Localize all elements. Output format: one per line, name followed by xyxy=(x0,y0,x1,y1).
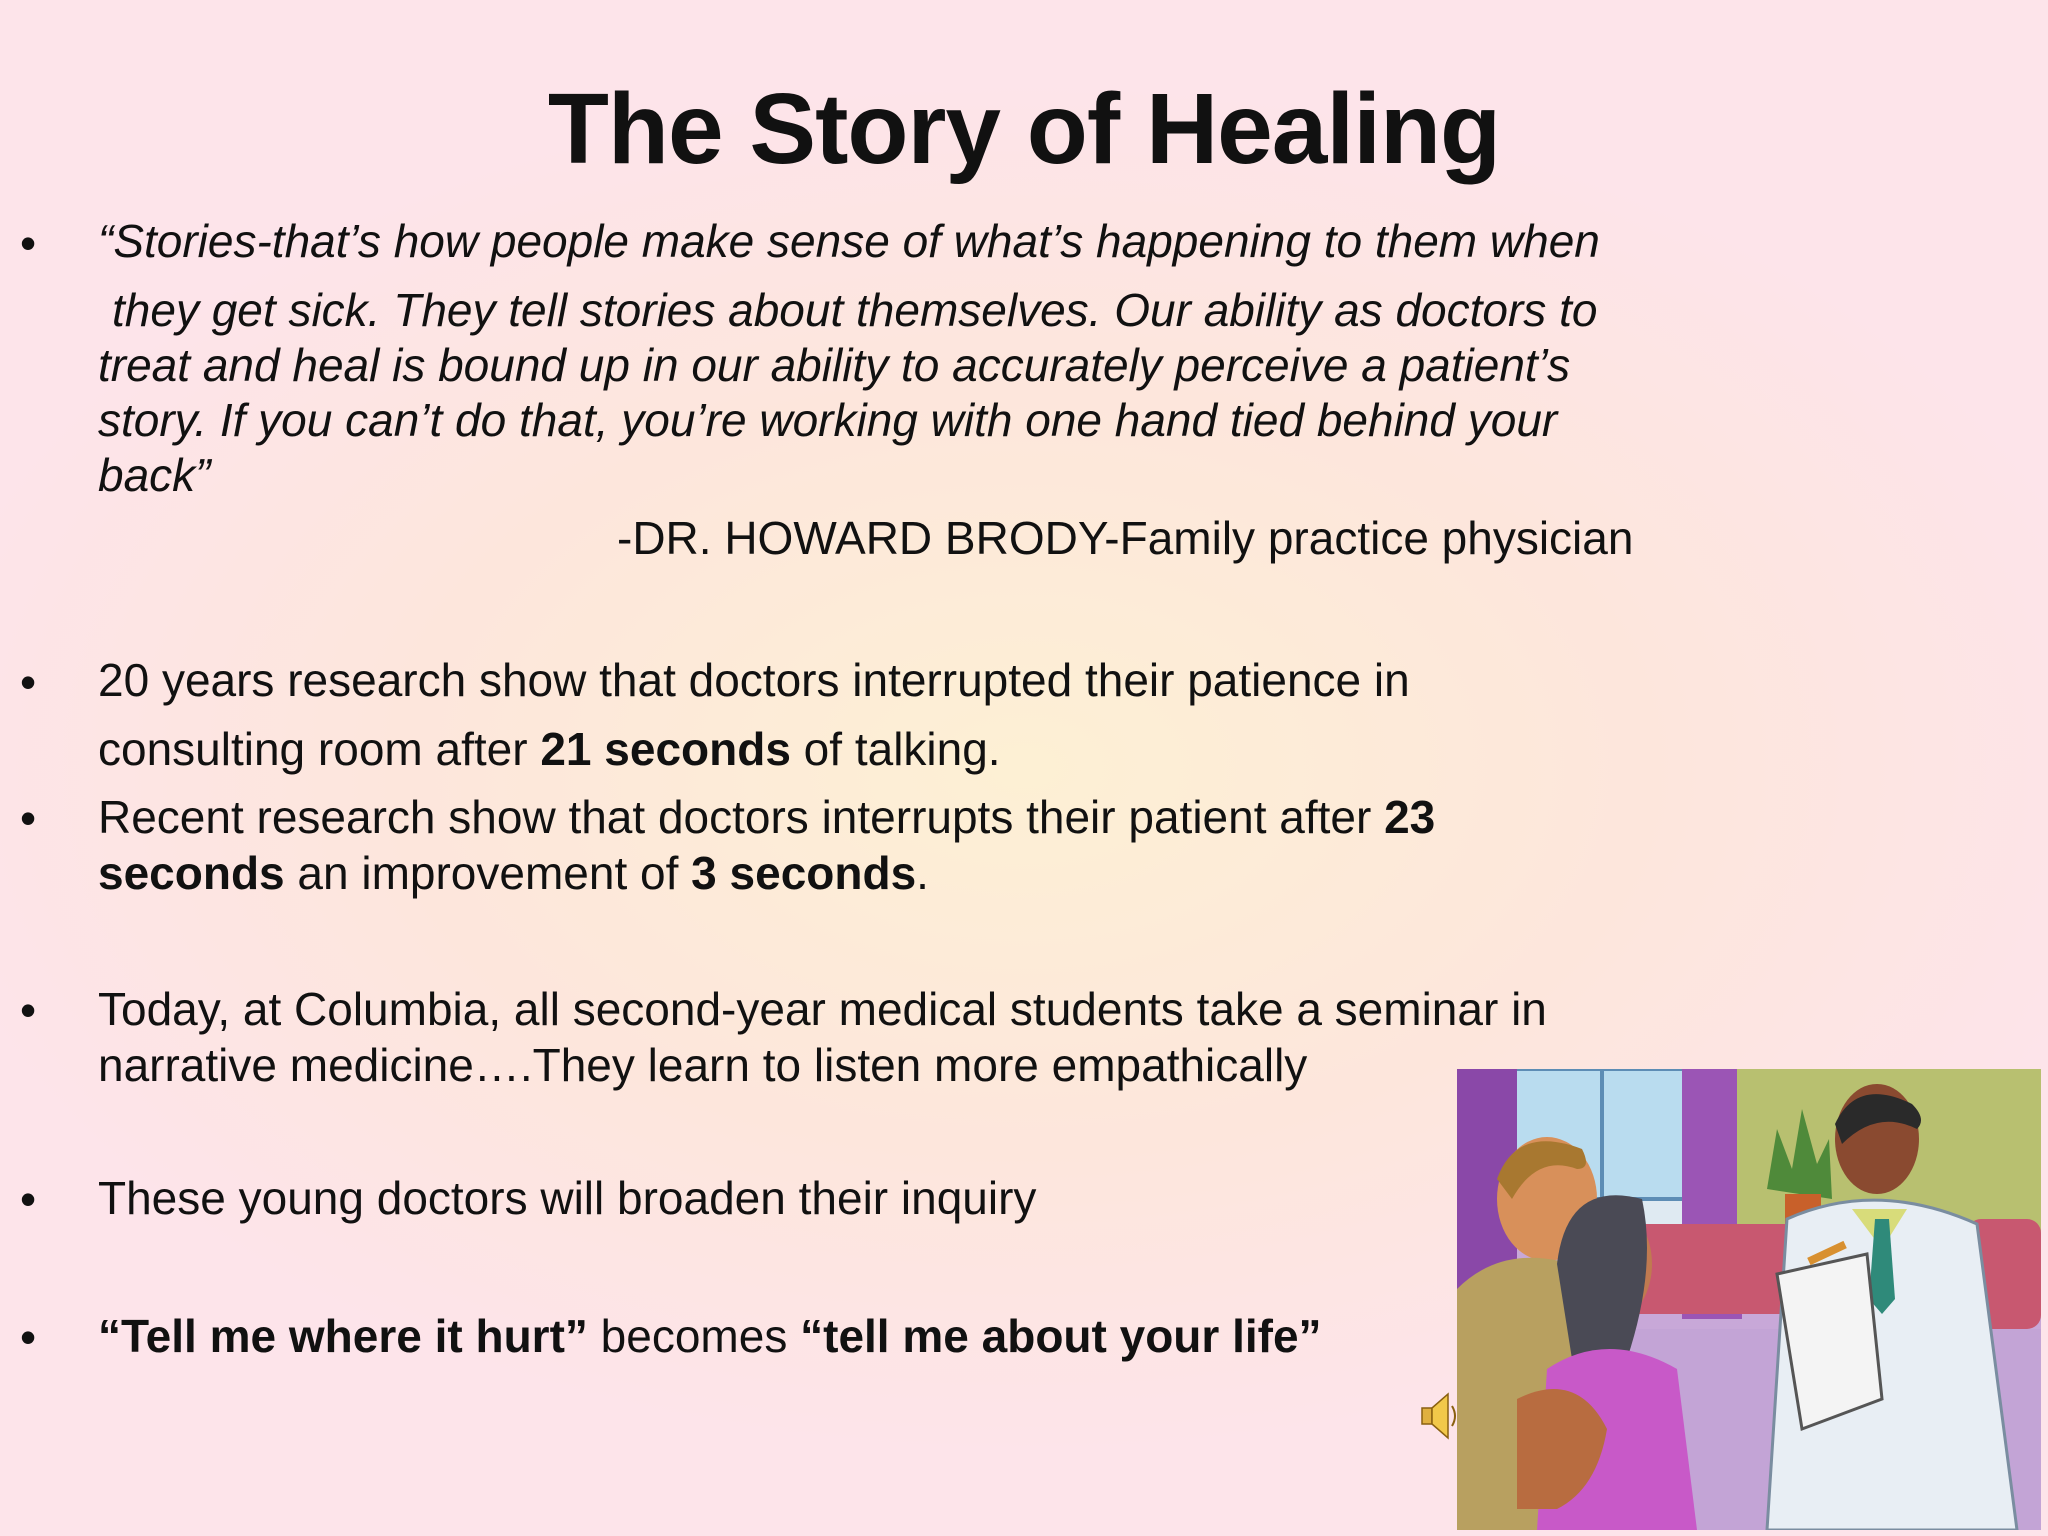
bullet-tell-me xyxy=(98,1308,1322,1364)
bullet-columbia xyxy=(98,981,1547,1093)
bullet-recent-research xyxy=(98,789,1435,901)
text-run: . xyxy=(916,847,929,899)
quote-line: treat and heal is bound up in our ability to accurately perceive a patient’s xyxy=(98,339,1571,391)
text-run: Recent research show that doctors interrupts their patient after xyxy=(98,791,1385,843)
bullet-marker: • xyxy=(20,656,37,708)
bold-run: 21 seconds xyxy=(540,723,791,775)
bullet-line xyxy=(98,789,1435,845)
text-run: of talking. xyxy=(790,723,1001,775)
quote-line: they get sick. They tell stories about themselves. Our ability as doctors to xyxy=(112,284,1598,336)
bullet-research-20-years xyxy=(98,652,1410,777)
bold-run: “Tell me where it hurt” xyxy=(98,1310,588,1362)
bold-run: “tell me about your life” xyxy=(800,1310,1322,1362)
bullet-young-doctors: These young doctors will broaden their inquiry xyxy=(98,1172,1037,1224)
bold-run: 23 xyxy=(1384,791,1436,843)
quote-line: story. If you can’t do that, you’re working with one hand tied behind your xyxy=(98,394,1558,446)
text-run: becomes xyxy=(587,1310,801,1362)
bullet-marker: • xyxy=(20,984,37,1036)
text-run: consulting room after xyxy=(98,723,541,775)
text-run: an improvement of xyxy=(284,847,692,899)
slide-title: The Story of Healing xyxy=(547,73,1501,185)
bullet-marker: • xyxy=(20,1173,37,1225)
bullet-marker: • xyxy=(20,792,37,844)
bullet-line: 20 years research show that doctors interrupted their patience in xyxy=(98,654,1410,706)
quote-block xyxy=(98,214,1600,503)
bold-run: 3 seconds xyxy=(691,847,917,899)
quote-line: “Stories-that’s how people make sense of what’s happening to them when xyxy=(98,215,1600,267)
bullet-marker: • xyxy=(20,217,37,269)
bullet-line: Today, at Columbia, all second-year medical students take a seminar in xyxy=(98,983,1547,1035)
speaker-icon[interactable] xyxy=(1420,1388,1462,1444)
quote-attribution: -DR. HOWARD BRODY-Family practice physician xyxy=(617,512,1634,564)
bold-run: seconds xyxy=(98,847,285,899)
doctor-patients-illustration xyxy=(1457,1069,2041,1530)
bullet-line xyxy=(98,845,1435,901)
bullet-marker: • xyxy=(20,1311,37,1363)
quote-line: back” xyxy=(98,449,211,501)
bullet-line: narrative medicine….They learn to listen more empathically xyxy=(98,1039,1308,1091)
bullet-line xyxy=(98,721,1410,777)
